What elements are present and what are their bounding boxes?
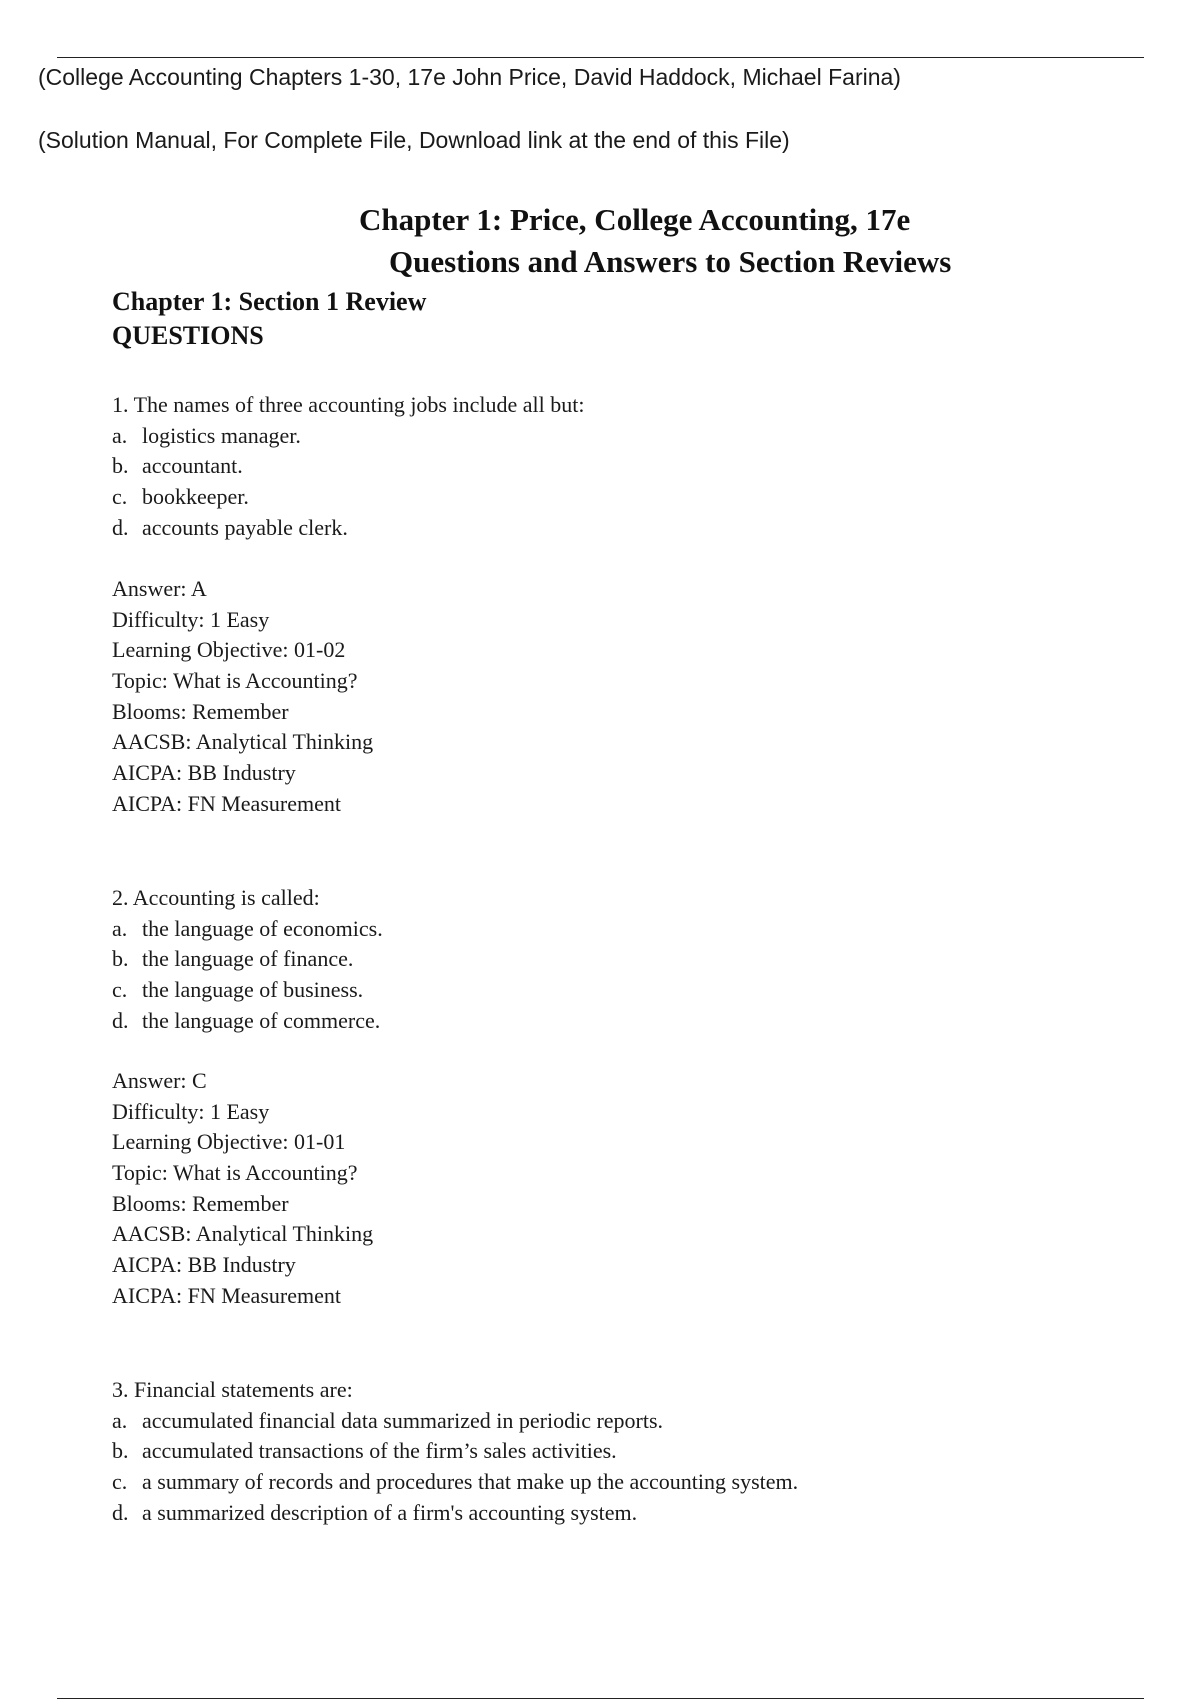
section-heading: Chapter 1: Section 1 Review — [112, 287, 427, 316]
option-text: a summarized description of a firm's accounting system. — [142, 1499, 638, 1525]
answer-key: Answer: A — [112, 576, 207, 601]
question-3 — [112, 1375, 798, 1528]
option-letter: c. — [112, 1469, 128, 1495]
option-text: accountant. — [142, 453, 243, 479]
answer-option — [112, 975, 383, 1006]
question-stem: 2. Accounting is called: — [112, 885, 320, 910]
answer-option — [112, 451, 584, 482]
option-text: bookkeeper. — [142, 484, 249, 510]
option-text: accumulated transactions of the firm’s sales activities. — [142, 1438, 617, 1464]
option-letter: d. — [112, 514, 129, 540]
option-text: a summary of records and procedures that make up the accounting system. — [142, 1469, 799, 1495]
learning-objective: Learning Objective: 01-02 — [112, 637, 346, 663]
learning-objective: Learning Objective: 01-01 — [112, 1129, 346, 1155]
option-letter: d. — [112, 1007, 129, 1033]
document-header-line-1: (College Accounting Chapters 1-30, 17e John Price, David Haddock, Michael Farina) — [38, 64, 901, 90]
question-1-metadata — [112, 574, 373, 820]
question-stem: 3. Financial statements are: — [112, 1377, 353, 1402]
top-rule — [57, 57, 1144, 58]
answer-option — [112, 513, 584, 544]
option-letter: a. — [112, 422, 128, 448]
difficulty: Difficulty: 1 Easy — [112, 1098, 270, 1124]
option-text: accumulated financial data summarized in periodic reports. — [142, 1407, 664, 1433]
topic: Topic: What is Accounting? — [112, 1160, 358, 1186]
option-text: the language of business. — [142, 977, 364, 1003]
answer-option — [112, 1406, 798, 1437]
option-text: the language of finance. — [142, 946, 354, 972]
option-letter: b. — [112, 1438, 129, 1464]
option-text: the language of economics. — [142, 915, 383, 941]
answer-key: Answer: C — [112, 1068, 207, 1093]
aacsb: AACSB: Analytical Thinking — [112, 1221, 374, 1247]
option-letter: a. — [112, 915, 128, 941]
aicpa-fn: AICPA: FN Measurement — [112, 1282, 341, 1308]
topic: Topic: What is Accounting? — [112, 668, 358, 694]
questions-heading: QUESTIONS — [112, 321, 264, 350]
question-2 — [112, 883, 383, 1036]
option-letter: d. — [112, 1499, 129, 1525]
answer-option — [112, 944, 383, 975]
option-letter: c. — [112, 977, 128, 1003]
aicpa-fn: AICPA: FN Measurement — [112, 790, 341, 816]
answer-option — [112, 482, 584, 513]
difficulty: Difficulty: 1 Easy — [112, 606, 270, 632]
answer-option — [112, 1006, 383, 1037]
option-letter: b. — [112, 946, 129, 972]
question-stem: 1. The names of three accounting jobs include all but: — [112, 392, 585, 417]
document-header-line-2: (Solution Manual, For Complete File, Download link at the end of this File) — [38, 127, 790, 153]
answer-option — [112, 1436, 798, 1467]
answer-option — [112, 914, 383, 945]
option-text: logistics manager. — [142, 422, 301, 448]
answer-option — [112, 1498, 798, 1529]
chapter-subtitle: Questions and Answers to Section Reviews — [389, 244, 952, 279]
blooms: Blooms: Remember — [112, 1190, 289, 1216]
chapter-title: Chapter 1: Price, College Accounting, 17e — [359, 202, 911, 237]
bottom-rule — [57, 1698, 1144, 1699]
question-1 — [112, 390, 584, 543]
option-text: accounts payable clerk. — [142, 514, 348, 540]
question-2-metadata — [112, 1066, 373, 1312]
aicpa-bb: AICPA: BB Industry — [112, 760, 296, 786]
aicpa-bb: AICPA: BB Industry — [112, 1252, 296, 1278]
option-text: the language of commerce. — [142, 1007, 381, 1033]
option-letter: a. — [112, 1407, 128, 1433]
answer-option — [112, 1467, 798, 1498]
option-letter: b. — [112, 453, 129, 479]
aacsb: AACSB: Analytical Thinking — [112, 729, 374, 755]
answer-option — [112, 421, 584, 452]
blooms: Blooms: Remember — [112, 698, 289, 724]
option-letter: c. — [112, 484, 128, 510]
